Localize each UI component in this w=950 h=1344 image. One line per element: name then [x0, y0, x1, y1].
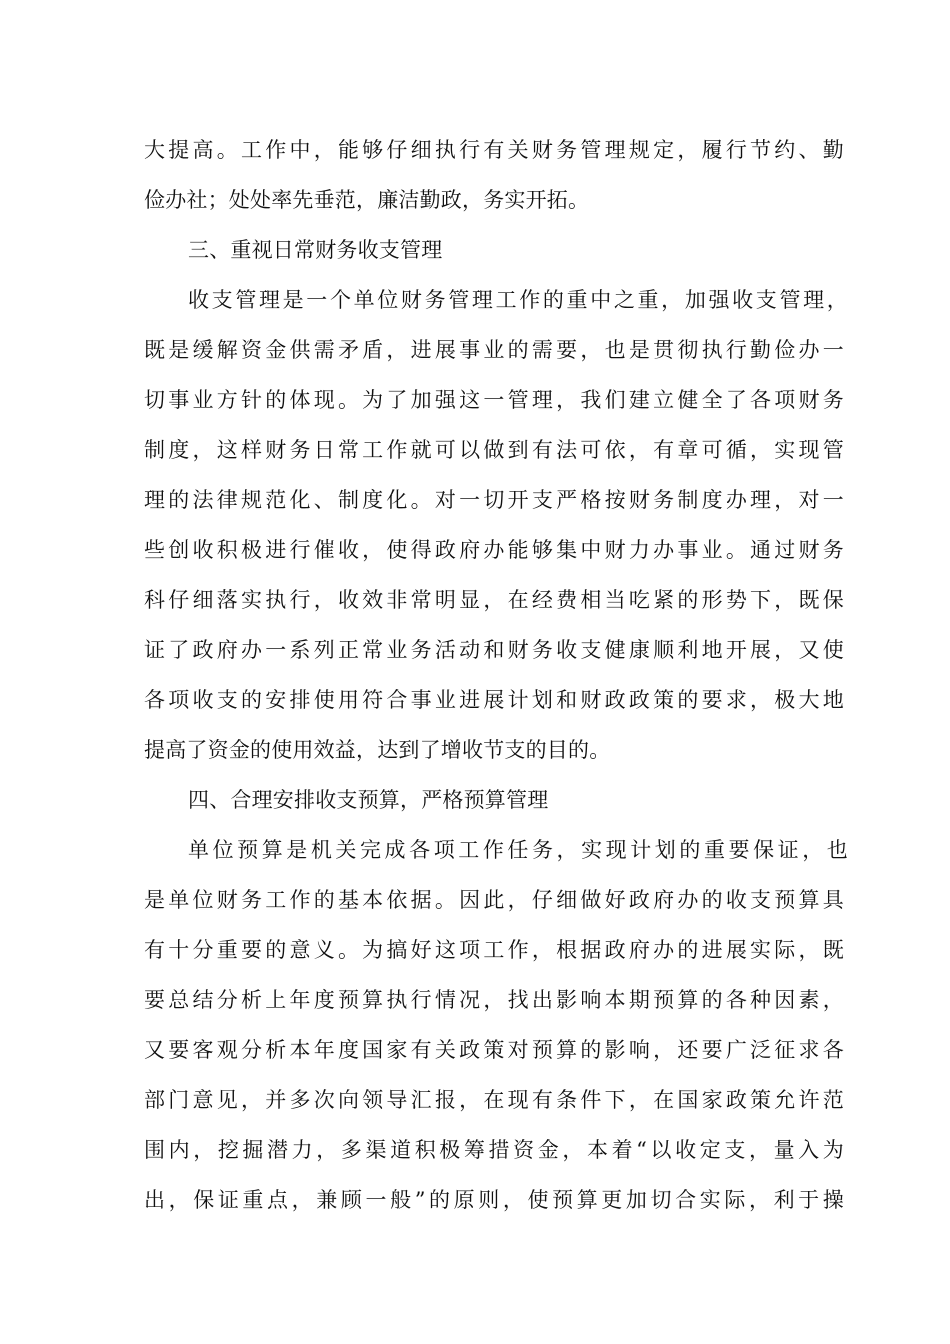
paragraph-line: 证了政府办一系列正常业务活动和财务收支健康顺利地开展，又使 [144, 638, 844, 662]
paragraph-line: 制度，这样财务日常工作就可以做到有法可依，有章可循，实现管 [144, 438, 844, 462]
paragraph-line: 理的法律规范化、制度化。对一切开支严格按财务制度办理，对一 [144, 488, 844, 512]
paragraph-line: 要总结分析上年度预算执行情况，找出影响本期预算的各种因素， [144, 988, 844, 1012]
paragraph-line: 是单位财务工作的基本依据。因此，仔细做好政府办的收支预算具 [144, 888, 844, 912]
section-heading: 三、重视日常财务收支管理 [188, 238, 443, 262]
paragraph-line: 既是缓解资金供需矛盾，进展事业的需要，也是贯彻执行勤俭办一 [144, 338, 844, 362]
paragraph-line: 各项收支的安排使用符合事业进展计划和财政政策的要求，极大地 [144, 688, 844, 712]
paragraph-line: 大提高。工作中，能够仔细执行有关财务管理规定，履行节约、勤 [144, 138, 844, 162]
section-heading: 四、合理安排收支预算，严格预算管理 [188, 788, 549, 812]
paragraph-line: 提高了资金的使用效益，达到了增收节支的目的。 [144, 738, 611, 762]
paragraph-line: 又要客观分析本年度国家有关政策对预算的影响，还要广泛征求各 [144, 1038, 844, 1062]
paragraph-line: 出，保证重点，兼顾一般”的原则，使预算更加切合实际，利于操 [144, 1188, 844, 1212]
paragraph-line: 切事业方针的体现。为了加强这一管理，我们建立健全了各项财务 [144, 388, 844, 412]
paragraph-line: 围内，挖掘潜力，多渠道积极筹措资金，本着“以收定支，量入为 [144, 1138, 844, 1162]
paragraph-line: 些创收积极进行催收，使得政府办能够集中财力办事业。通过财务 [144, 538, 844, 562]
paragraph-line: 俭办社；处处率先垂范，廉洁勤政，务实开拓。 [144, 188, 590, 212]
paragraph-line: 有十分重要的意义。为搞好这项工作，根据政府办的进展实际，既 [144, 938, 844, 962]
paragraph-line: 收支管理是一个单位财务管理工作的重中之重，加强收支管理， [188, 288, 848, 312]
paragraph-line: 单位预算是机关完成各项工作任务，实现计划的重要保证，也 [188, 838, 848, 862]
paragraph-line: 部门意见，并多次向领导汇报，在现有条件下，在国家政策允许范 [144, 1088, 844, 1112]
paragraph-line: 科仔细落实执行，收效非常明显，在经费相当吃紧的形势下，既保 [144, 588, 844, 612]
